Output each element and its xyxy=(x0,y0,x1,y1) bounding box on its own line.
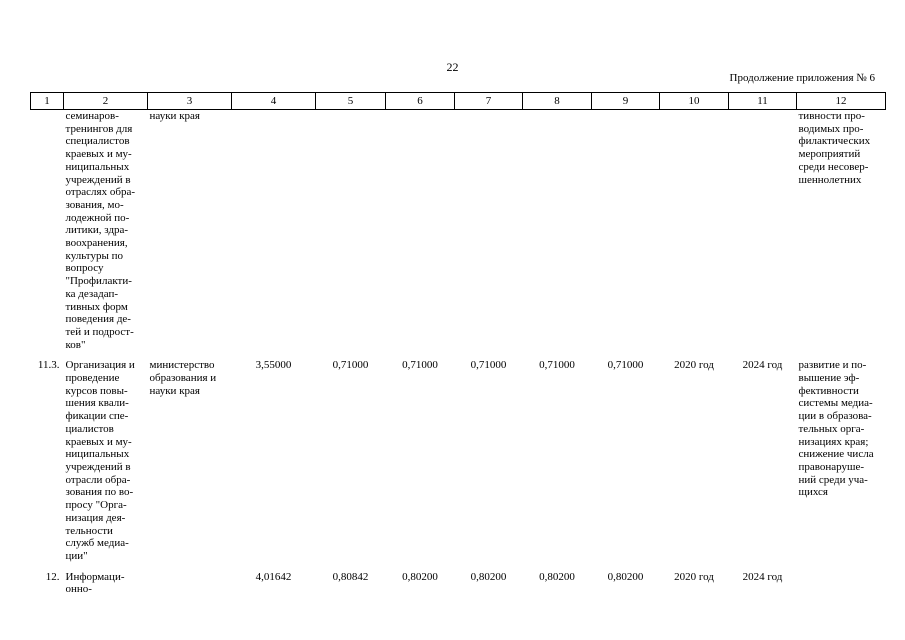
row-index xyxy=(31,110,64,358)
funding-value: 0,71000 xyxy=(470,359,507,372)
funding-value xyxy=(592,110,660,358)
funding-value xyxy=(316,110,386,358)
end-year: 2024 год xyxy=(742,359,783,372)
table-row xyxy=(31,569,886,602)
table-row xyxy=(31,110,886,358)
funding-value xyxy=(523,110,592,358)
column-header: 2 xyxy=(64,93,148,110)
column-header: 7 xyxy=(455,93,523,110)
responsible-executor: науки края xyxy=(149,110,200,122)
start-year xyxy=(660,110,729,358)
column-header: 9 xyxy=(592,93,660,110)
column-header: 4 xyxy=(232,93,316,110)
measure-name: Организация и проведение курсов повы- шения квали- фикации спе- циалистов краевых и му- ниципальных учреждений в отрасли обра- зования по во- просу "Орга- низация дея- тельности служб медиа- ции" xyxy=(65,359,135,562)
funding-value: 0,80200 xyxy=(470,570,507,583)
column-number-header-row xyxy=(31,93,886,110)
funding-value: 0,71000 xyxy=(332,359,369,372)
row-index: 12. xyxy=(45,570,60,583)
column-header: 3 xyxy=(148,93,232,110)
measure-name: Информаци- онно- xyxy=(65,570,125,596)
expected-result: тивности про- водимых про- филактических мероприятий среди несовер- шеннолетних xyxy=(798,110,871,186)
measure-name: семинаров- тренингов для специалистов краевых и му- ниципальных учреждений в отраслях обра- зования, мо- лодежной по- литики, здра- воохранения, культуры по вопросу "Профилакти- ка дезадап- тивных форм поведения де- тей и подрост- ков" xyxy=(65,110,136,351)
funding-value: 0,80200 xyxy=(539,570,575,583)
column-header: 12 xyxy=(797,93,886,110)
funding-value xyxy=(386,110,455,358)
responsible-executor xyxy=(148,569,232,602)
column-header: 10 xyxy=(660,93,729,110)
column-header: 11 xyxy=(729,93,797,110)
column-header: 8 xyxy=(523,93,592,110)
funding-value: 0,71000 xyxy=(607,359,644,372)
funding-value: 4,01642 xyxy=(255,570,292,583)
column-header: 5 xyxy=(316,93,386,110)
page-number: 22 xyxy=(446,60,459,74)
appendix-continuation-label: Продолжение приложения № 6 xyxy=(729,72,875,84)
expected-result: развитие и по- вышение эф- фективности системы медиа- ции в образова- тельных орга- низациях края; снижение числа правонаруше- ний среди уча- щихся xyxy=(798,359,874,499)
column-header: 6 xyxy=(386,93,455,110)
funding-value xyxy=(232,110,316,358)
funding-value: 0,80200 xyxy=(607,570,644,583)
column-header: 1 xyxy=(31,93,64,110)
end-year: 2024 год xyxy=(742,570,783,583)
start-year: 2020 год xyxy=(674,570,714,583)
funding-value xyxy=(455,110,523,358)
table-row xyxy=(31,357,886,568)
funding-value: 0,80200 xyxy=(402,570,438,583)
funding-value: 0,80842 xyxy=(332,570,369,583)
end-year xyxy=(729,110,797,358)
program-measures-table xyxy=(30,92,886,602)
start-year: 2020 год xyxy=(674,359,714,372)
funding-value: 0,71000 xyxy=(402,359,438,372)
responsible-executor: министерство образования и науки края xyxy=(149,359,217,397)
row-index: 11.3. xyxy=(37,359,60,372)
expected-result xyxy=(797,569,886,602)
funding-value: 3,55000 xyxy=(255,359,292,372)
funding-value: 0,71000 xyxy=(539,359,575,372)
